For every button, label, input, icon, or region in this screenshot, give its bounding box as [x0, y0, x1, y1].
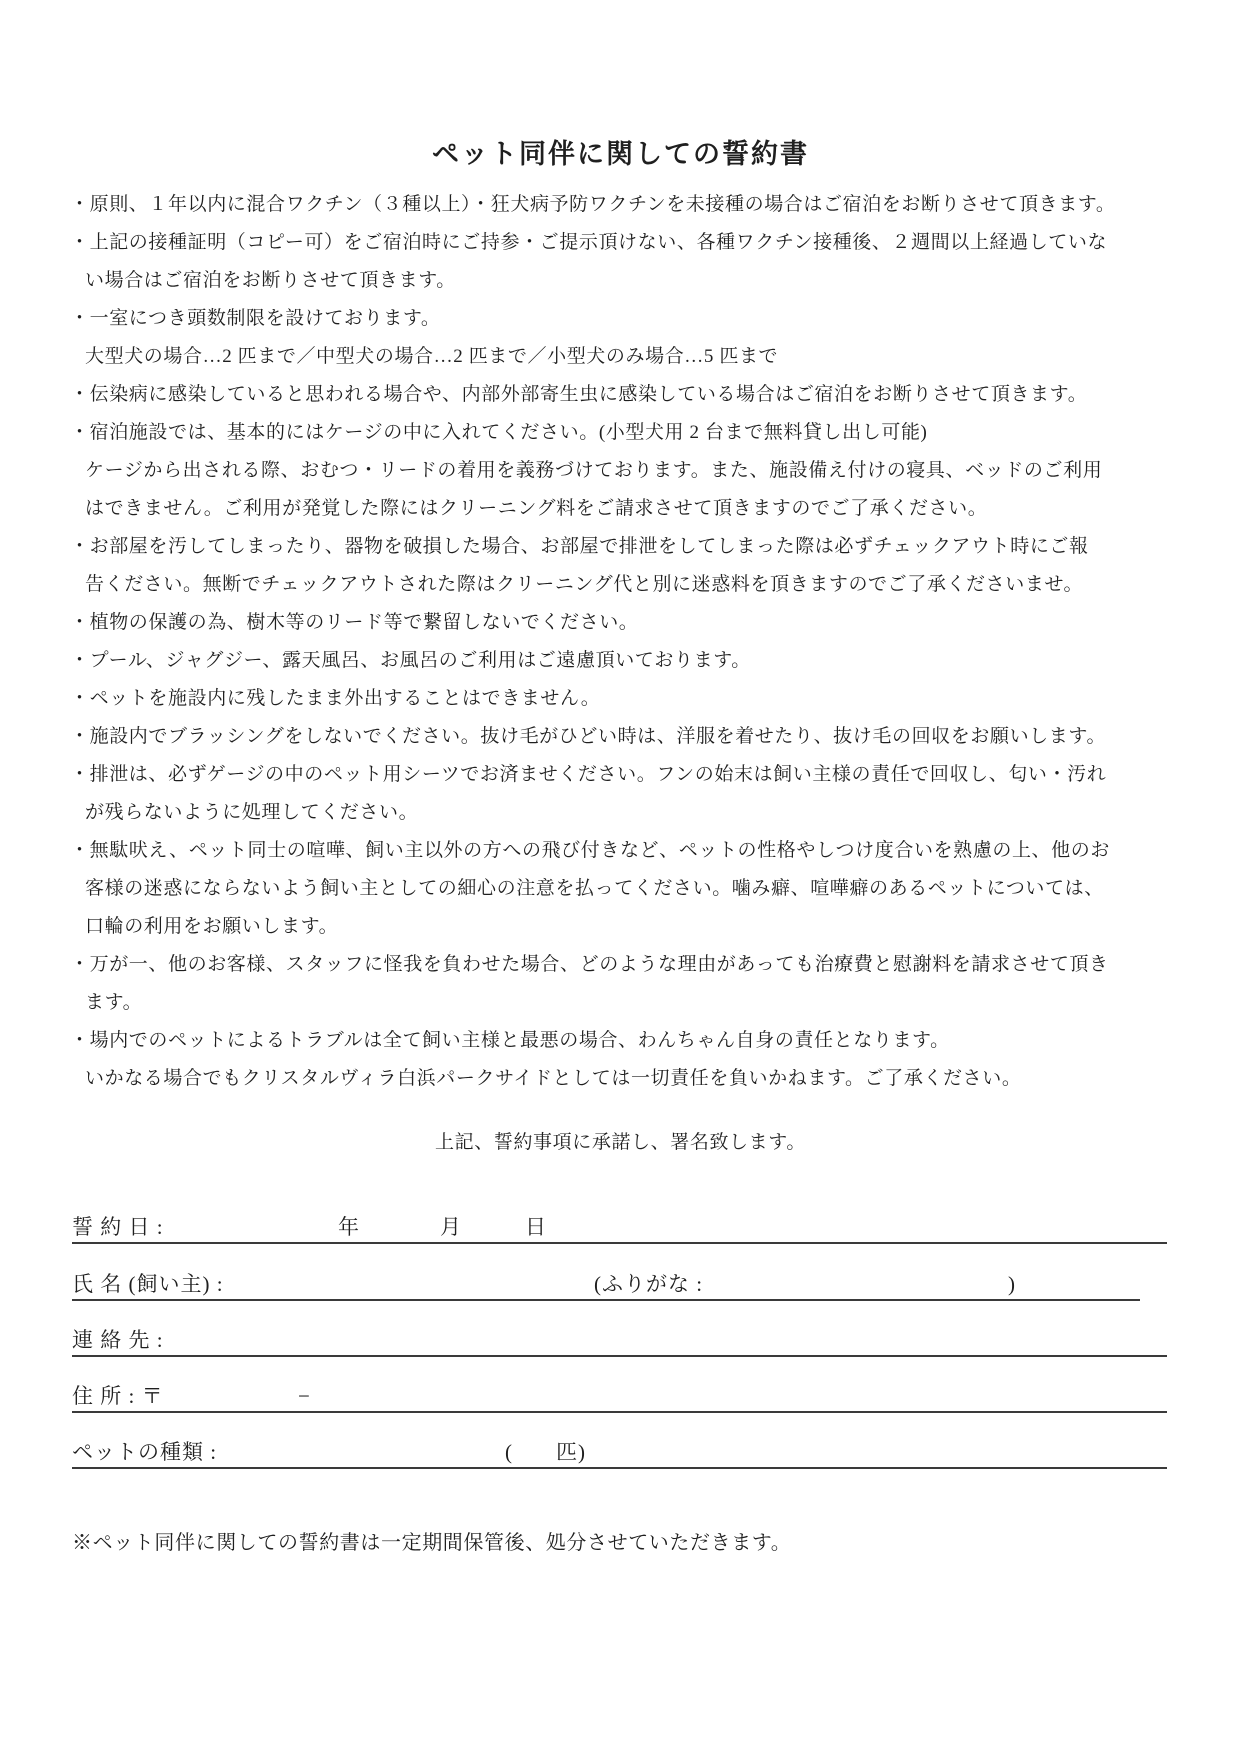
- rule-line: ・お部屋を汚してしまったり、器物を破損した場合、お部屋で排泄をしてしまった際は必ずチェックアウト時にご報: [70, 536, 1089, 557]
- signature-statement: 上記、誓約事項に承諾し、署名致します。: [435, 1132, 806, 1153]
- pet-type-label: ペットの種類 :: [72, 1440, 218, 1464]
- rule-line: いかなる場合でもクリスタルヴィラ白浜パークサイドとしては一切責任を負いかねます。ご了承ください。: [85, 1068, 1022, 1089]
- rule-line: ・場内でのペットによるトラブルは全て飼い主様と最悪の場合、わんちゃん自身の責任となります。: [70, 1030, 950, 1051]
- contact-row: [72, 1313, 1167, 1357]
- rule-line: ・一室につき頭数制限を設けております。: [70, 308, 441, 329]
- rule-line: ます。: [85, 992, 143, 1013]
- pledge-date-label: 誓 約 日 :: [72, 1215, 164, 1239]
- pet-type-row: [72, 1425, 1167, 1469]
- rules-list: [70, 186, 1180, 1098]
- furigana-close-paren: ): [1008, 1272, 1016, 1296]
- rule-line: ・プール、ジャグジー、露天風呂、お風呂のご利用はご遠慮頂いております。: [70, 650, 751, 671]
- rule-line: 告ください。無断でチェックアウトされた際はクリーニング代と別に迷惑料を頂きますのでご了承くださいませ。: [85, 574, 1084, 595]
- rule-line: ・施設内でブラッシングをしないでください。抜け毛がひどい時は、洋服を着せたり、抜け毛の回収をお願いします。: [70, 726, 1107, 747]
- pledge-date-row: [72, 1200, 1167, 1244]
- rule-line: 客様の迷惑にならないよう飼い主としての細心の注意を払ってください。噛み癖、喧嘩癖のあるペットについては、: [85, 878, 1104, 899]
- retention-footnote: ※ペット同伴に関しての誓約書は一定期間保管後、処分させていただきます。: [72, 1532, 792, 1554]
- pledge-date-year-unit: 年: [338, 1215, 360, 1239]
- rule-line: ・ペットを施設内に残したまま外出することはできません。: [70, 688, 601, 709]
- rule-line: ・上記の接種証明（コピー可）をご宿泊時にご持参・ご提示頂けない、各種ワクチン接種後、２週間以上経過していな: [70, 232, 1108, 253]
- rule-line: ケージから出される際、おむつ・リードの着用を義務づけております。また、施設備え付けの寝具、ベッドのご利用: [85, 460, 1103, 481]
- pet-count-unit-close: 匹): [556, 1440, 586, 1464]
- rule-line: はできません。ご利用が発覚した際にはクリーニング料をご請求させて頂きますのでご了承ください。: [85, 498, 988, 519]
- owner-name-row: [72, 1257, 1140, 1301]
- pet-count-open-paren: (: [505, 1440, 513, 1464]
- rule-line: が残らないように処理してください。: [85, 802, 419, 823]
- pledge-date-month-unit: 月: [440, 1215, 462, 1239]
- rule-line: ・原則、１年以内に混合ワクチン（３種以上）・狂犬病予防ワクチンを未接種の場合はご宿泊をお断りさせて頂きます。: [70, 194, 1116, 215]
- rule-line: 大型犬の場合…2 匹まで／中型犬の場合…2 匹まで／小型犬のみ場合…5 匹まで: [85, 346, 779, 367]
- rule-line: ・宿泊施設では、基本的にはケージの中に入れてください。(小型犬用 2 台まで無料貸し出し可能): [70, 422, 928, 443]
- rule-line: ・無駄吠え、ペット同士の喧嘩、飼い主以外の方への飛び付きなど、ペットの性格やしつけ度合いを熟慮の上、他のお: [70, 840, 1110, 861]
- owner-name-label: 氏 名 (飼い主) :: [72, 1272, 224, 1296]
- rule-line: ・排泄は、必ずゲージの中のペット用シーツでお済ませください。フンの始末は飼い主様の責任で回収し、匂い・汚れ: [70, 764, 1107, 785]
- rule-line: い場合はご宿泊をお断りさせて頂きます。: [85, 270, 456, 291]
- pledge-date-day-unit: 日: [525, 1215, 547, 1239]
- page-title: ペット同伴に関しての誓約書: [432, 139, 809, 169]
- rule-line: ・植物の保護の為、樹木等のリード等で繋留しないでください。: [70, 612, 639, 633]
- address-label: 住 所 : 〒: [72, 1384, 164, 1408]
- furigana-label: (ふりがな :: [594, 1272, 704, 1296]
- rule-line: 口輪の利用をお願いします。: [85, 916, 339, 937]
- postal-code-dash: −: [298, 1384, 311, 1408]
- rule-line: ・伝染病に感染していると思われる場合や、内部外部寄生虫に感染している場合はご宿泊をお断りさせて頂きます。: [70, 384, 1088, 405]
- rule-line: ・万が一、他のお客様、スタッフに怪我を負わせた場合、どのような理由があっても治療費と慰謝料を請求させて頂き: [70, 954, 1109, 975]
- contact-label: 連 絡 先 :: [72, 1328, 164, 1352]
- address-row: [72, 1369, 1167, 1413]
